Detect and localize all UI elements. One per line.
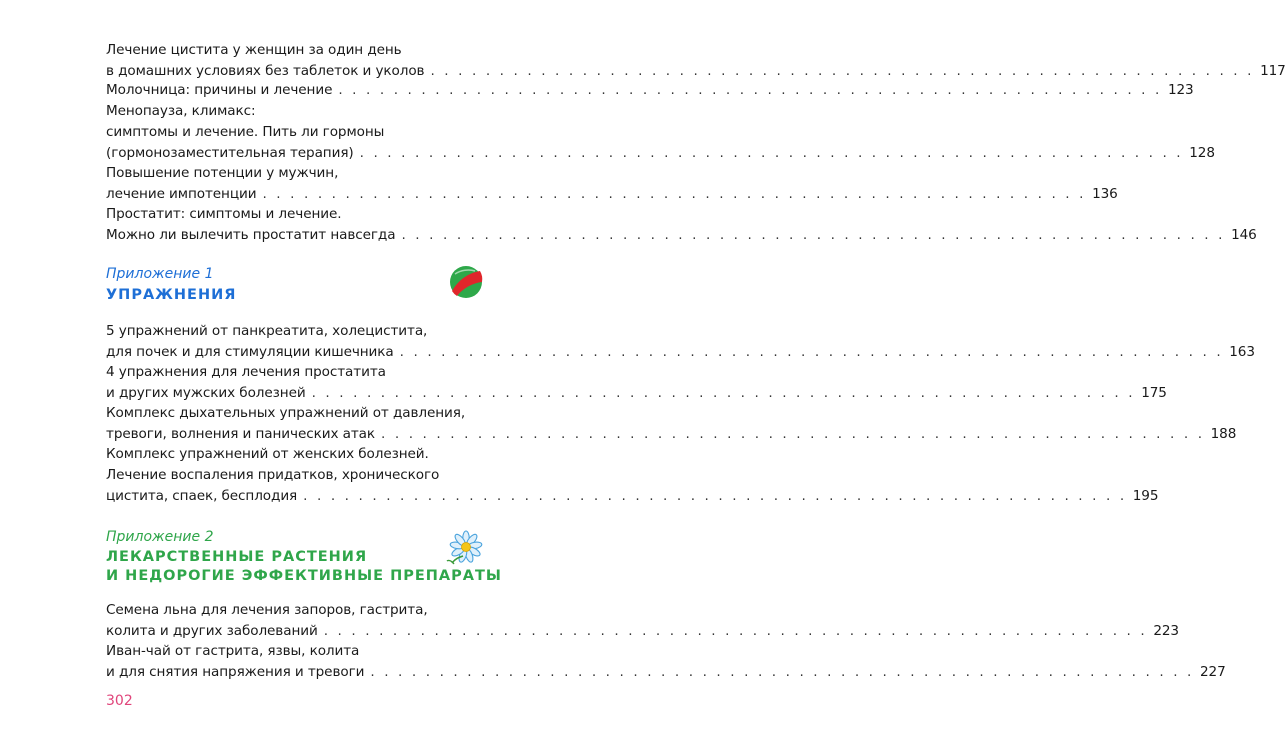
- page-number: 223: [1153, 623, 1179, 639]
- entry-last-line: (гормонозаместительная терапия) . . . . . . . . . . . . . . . . . . . . . . . . . . . . . . . . . . . . . . . . . . . . . . . . . . . . . . . . . . . . 128: [106, 143, 480, 164]
- leader-dots: . . . . . . . . . . . . . . . . . . . . . . . . . . . . . . . . . . . . . . . . . . . . . . . . . . . . . . . . . . . .: [359, 145, 1184, 161]
- flower-icon: [446, 530, 486, 566]
- page-number: 128: [1189, 145, 1215, 161]
- leader-dots: . . . . . . . . . . . . . . . . . . . . . . . . . . . . . . . . . . . . . . . . . . . . . . . . . . . . . . . . . . . .: [303, 488, 1127, 504]
- toc-entry[interactable]: [106, 40, 1286, 82]
- toc-entry[interactable]: [106, 403, 1237, 445]
- entry-last-line: и других мужских болезней . . . . . . . . . . . . . . . . . . . . . . . . . . . . . . . . . . . . . . . . . . . . . . . . . . . . . . . . . . . . 175: [106, 383, 480, 404]
- ball-icon: [449, 265, 483, 299]
- entry-last-line: в домашних условиях без таблеток и уколов . . . . . . . . . . . . . . . . . . . . . . . . . . . . . . . . . . . . . . . . . . . . . . . . . . . . . . . . . . . . 117: [106, 61, 480, 82]
- entry-last-line: и для снятия напряжения и тревоги . . . . . . . . . . . . . . . . . . . . . . . . . . . . . . . . . . . . . . . . . . . . . . . . . . . . . . . . . . . . 227: [106, 662, 480, 683]
- entry-line: 4 упражнения для лечения простатита: [106, 364, 386, 380]
- entry-last-line: колита и других заболеваний . . . . . . . . . . . . . . . . . . . . . . . . . . . . . . . . . . . . . . . . . . . . . . . . . . . . . . . . . . . . 223: [106, 621, 480, 642]
- appendix-2-title-line-1: ЛЕКАРСТВЕННЫЕ РАСТЕНИЯ: [106, 549, 368, 565]
- entry-line: Иван-чай от гастрита, язвы, колита: [106, 643, 360, 659]
- toc-entry[interactable]: [106, 204, 1257, 246]
- appendix-2-title-line-2: И НЕДОРОГИЕ ЭФФЕКТИВНЫЕ ПРЕПАРАТЫ: [106, 568, 502, 584]
- toc-entry[interactable]: [106, 80, 1194, 101]
- page-number: 136: [1092, 186, 1118, 202]
- toc-entry[interactable]: [106, 600, 1179, 642]
- leader-dots: . . . . . . . . . . . . . . . . . . . . . . . . . . . . . . . . . . . . . . . . . . . . . . . . . . . . . . . . . . . .: [399, 344, 1224, 360]
- entry-last-line: Можно ли вылечить простатит навсегда . . . . . . . . . . . . . . . . . . . . . . . . . . . . . . . . . . . . . . . . . . . . . . . . . . . . . . . . . . . . 146: [106, 225, 480, 246]
- page-number: 123: [1167, 82, 1194, 98]
- entry-last-line: тревоги, волнения и панических атак . . . . . . . . . . . . . . . . . . . . . . . . . . . . . . . . . . . . . . . . . . . . . . . . . . . . . . . . . . . . 188: [106, 424, 480, 445]
- page-number: 227: [1199, 664, 1226, 680]
- leader-dots: . . . . . . . . . . . . . . . . . . . . . . . . . . . . . . . . . . . . . . . . . . . . . . . . . . . . . . . . . . . .: [338, 82, 1162, 98]
- appendix-2-subtitle: Приложение 2: [106, 529, 214, 545]
- page-number: 188: [1210, 426, 1237, 442]
- page-number: 195: [1132, 488, 1159, 504]
- leader-dots: . . . . . . . . . . . . . . . . . . . . . . . . . . . . . . . . . . . . . . . . . . . . . . . . . . . . . . . . . . . .: [370, 664, 1194, 680]
- entry-last-line: цистита, спаек, бесплодия . . . . . . . . . . . . . . . . . . . . . . . . . . . . . . . . . . . . . . . . . . . . . . . . . . . . . . . . . . . . 195: [106, 486, 480, 507]
- leader-dots: . . . . . . . . . . . . . . . . . . . . . . . . . . . . . . . . . . . . . . . . . . . . . . . . . . . . . . . . . . . .: [430, 63, 1255, 79]
- appendix-1-subtitle: Приложение 1: [106, 266, 214, 282]
- toc-entry[interactable]: [106, 444, 1159, 507]
- leader-dots: . . . . . . . . . . . . . . . . . . . . . . . . . . . . . . . . . . . . . . . . . . . . . . . . . . . . . . . . . . . .: [401, 227, 1226, 243]
- toc-entry[interactable]: [106, 163, 1118, 205]
- entry-line: Комплекс дыхательных упражнений от давления,: [106, 405, 466, 421]
- page-number: 117: [1260, 63, 1286, 79]
- page-number: 175: [1141, 385, 1167, 401]
- entry-line: симптомы и лечение. Пить ли гормоны: [106, 124, 385, 140]
- toc-entry[interactable]: [106, 321, 1255, 363]
- toc-entry[interactable]: [106, 101, 1215, 164]
- toc-entry[interactable]: [106, 362, 1167, 404]
- entry-line: Комплекс упражнений от женских болезней.: [106, 446, 429, 462]
- entry-line: Семена льна для лечения запоров, гастрита,: [106, 602, 428, 618]
- entry-line: Лечение цистита у женщин за один день: [106, 42, 402, 58]
- entry-line: Простатит: симптомы и лечение.: [106, 206, 342, 222]
- leader-dots: . . . . . . . . . . . . . . . . . . . . . . . . . . . . . . . . . . . . . . . . . . . . . . . . . . . . . . . . . . . .: [381, 426, 1205, 442]
- entry-line: Менопауза, климакс:: [106, 103, 256, 119]
- entry-line: Повышение потенции у мужчин,: [106, 165, 339, 181]
- entry-line: 5 упражнений от панкреатита, холецистита,: [106, 323, 428, 339]
- entry-last-line: лечение импотенции . . . . . . . . . . . . . . . . . . . . . . . . . . . . . . . . . . . . . . . . . . . . . . . . . . . . . . . . . . . . 136: [106, 184, 480, 205]
- page-number: 146: [1231, 227, 1257, 243]
- entry-line: Лечение воспаления придатков, хронического: [106, 467, 440, 483]
- entry-last-line: Молочница: причины и лечение . . . . . . . . . . . . . . . . . . . . . . . . . . . . . . . . . . . . . . . . . . . . . . . . . . . . . . . . . . . . 123: [106, 80, 480, 101]
- appendix-1-title: УПРАЖНЕНИЯ: [106, 287, 237, 303]
- footer-page-number: 302: [106, 693, 133, 709]
- leader-dots: . . . . . . . . . . . . . . . . . . . . . . . . . . . . . . . . . . . . . . . . . . . . . . . . . . . . . . . . . . . .: [311, 385, 1136, 401]
- toc-entry[interactable]: [106, 641, 1226, 683]
- leader-dots: . . . . . . . . . . . . . . . . . . . . . . . . . . . . . . . . . . . . . . . . . . . . . . . . . . . . . . . . . . . .: [262, 186, 1087, 202]
- page-number: 163: [1229, 344, 1255, 360]
- leader-dots: . . . . . . . . . . . . . . . . . . . . . . . . . . . . . . . . . . . . . . . . . . . . . . . . . . . . . . . . . . . .: [323, 623, 1148, 639]
- entry-last-line: для почек и для стимуляции кишечника . . . . . . . . . . . . . . . . . . . . . . . . . . . . . . . . . . . . . . . . . . . . . . . . . . . . . . . . . . . . 163: [106, 342, 480, 363]
